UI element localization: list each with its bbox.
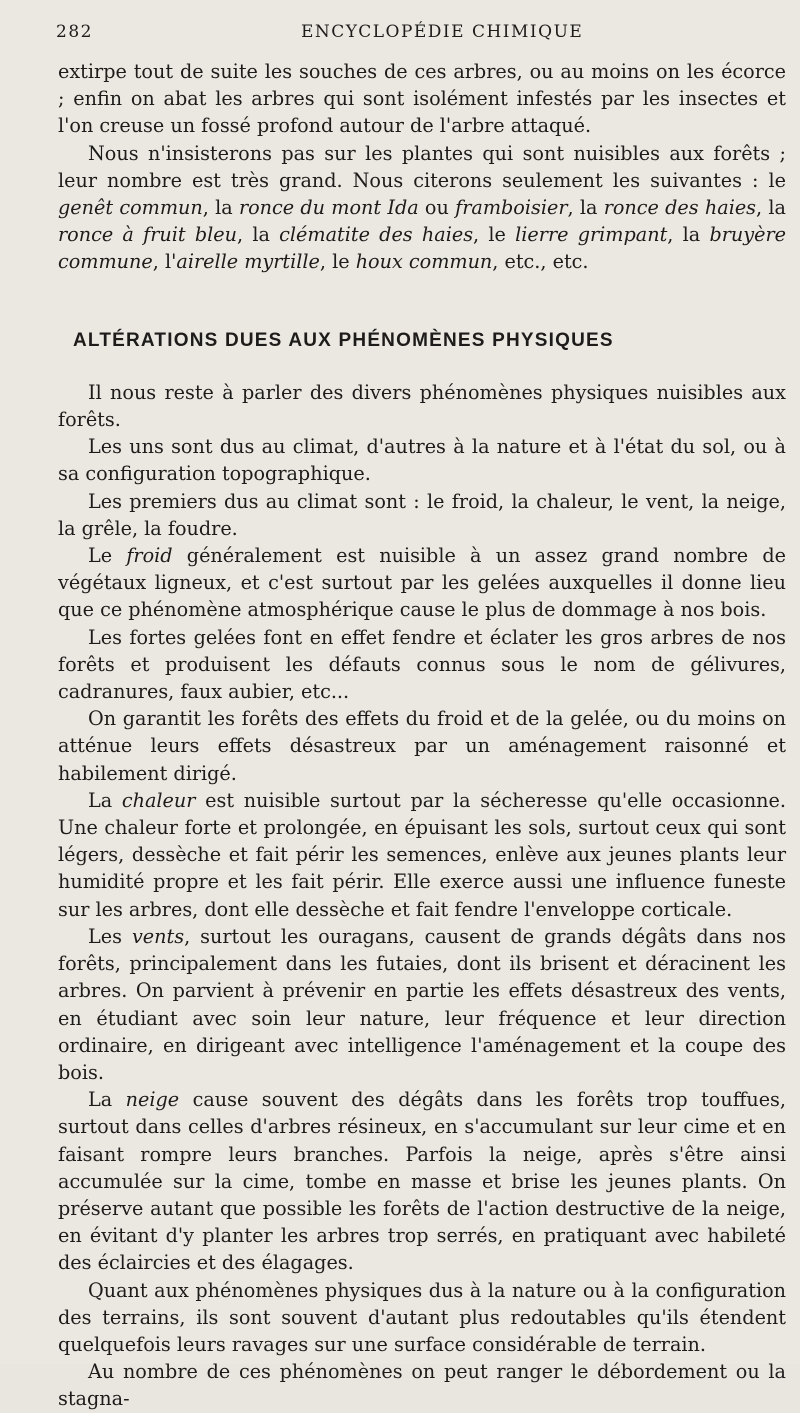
- text-run: Les premiers dus au climat sont : le froid, la chaleur, le vent, la neige, la grêle, la foudre.: [58, 489, 786, 540]
- italic-term: framboisier: [455, 196, 568, 220]
- text-run: , la: [202, 196, 239, 220]
- text-run: , la: [667, 223, 710, 247]
- text-run: , surtout les ouragans, causent de grands dégâts dans nos forêts, principalement dans les futaies, dont ils brisent et déracinent les arbres. On parvient à prévenir en partie les effets désastreux des vents, en étudiant avec soin leur nature, leur fréquence et leur direction ordinaire, en dirigeant avec intelligence l'aménagement et la coupe des bois.: [58, 924, 787, 1084]
- text-run: Il nous reste à parler des divers phénomènes physiques nuisibles aux forêts.: [58, 380, 786, 432]
- italic-term: ronce du mont Ida: [238, 196, 419, 220]
- text-run: , la: [567, 196, 604, 220]
- paragraph: [58, 1086, 786, 1276]
- text-run: Au nombre de ces phénomènes on peut ranger le débordement ou la stagna-: [58, 1360, 786, 1411]
- paragraph: [58, 1277, 786, 1359]
- paragraph: [58, 624, 786, 706]
- italic-term: airelle myrtille: [176, 250, 320, 274]
- text-run: , la: [236, 223, 280, 247]
- text-run: généralement est nuisible à un assez grand nombre de végétaux ligneux, et c'est surtout par les gelées auxquelles il donne lieu que ce phénomène atmosphérique cause le plus de dommage à nos bois.: [58, 544, 786, 622]
- text-run: , etc., etc.: [492, 250, 589, 274]
- text-run: Les: [88, 924, 132, 948]
- paragraph: [58, 140, 786, 276]
- paragraph: [58, 488, 786, 542]
- italic-term: ronce à fruit bleu: [58, 223, 237, 247]
- text-run: Les uns sont dus au climat, d'autres à la nature et à l'état du sol, ou à sa configuration topographique.: [58, 435, 786, 486]
- text-run: La: [88, 788, 122, 812]
- text-run: , le: [473, 223, 516, 247]
- italic-term: bruyère commune: [58, 223, 787, 274]
- italic-term: genêt commun: [58, 196, 203, 220]
- text-run: , la: [756, 196, 786, 220]
- text-run: , l': [152, 250, 177, 274]
- italic-term: ronce des haies: [603, 196, 757, 220]
- paragraph: [58, 787, 786, 923]
- paragraph: [58, 433, 786, 487]
- text-run: Nous n'insisterons pas sur les plantes qui sont nuisibles aux forêts ; leur nombre est très grand. Nous citerons seulement les suivantes : le: [58, 141, 786, 192]
- italic-term: neige: [125, 1088, 180, 1112]
- text-run: La: [88, 1088, 126, 1112]
- text-run: , le: [319, 250, 356, 274]
- paragraph: [58, 1358, 786, 1412]
- paragraph: [58, 58, 786, 140]
- body-text: [58, 58, 786, 1413]
- italic-term: chaleur: [121, 788, 196, 812]
- paragraph: [58, 542, 786, 624]
- italic-term: houx commun: [355, 250, 493, 274]
- text-run: cause souvent des dégâts dans les forêts trop touffues, surtout dans celles d'arbres résineux, en s'accumulant sur leur cime et en faisant rompre leurs branches. Parfois la neige, après s'être ainsi accumulée sur la cime, tombe en masse et brise les jeunes plants. On préserve autant que possible les forêts de l'action destructive de la neige, en évitant d'y planter les arbres trop serrés, en pratiquant avec habileté des éclaircies et des élagages.: [58, 1088, 786, 1275]
- paragraph: [58, 705, 786, 787]
- section-title: ALTÉRATIONS DUES AUX PHÉNOMÈNES PHYSIQUES: [73, 329, 614, 351]
- text-run: est nuisible surtout par la sécheresse qu'elle occasionne. Une chaleur forte et prolongée, en épuisant les sols, surtout ceux qui sont légers, dessèche et fait périr les semences, enlève aux jeunes plants leur humidité propre et les fait périr. Elle exerce aussi une influence funeste sur les arbres, dont elle dessèche et fait fendre l'enveloppe corticale.: [58, 788, 786, 921]
- paragraph: [58, 923, 786, 1086]
- italic-term: clématite des haies: [279, 223, 474, 247]
- text-run: Le: [88, 544, 127, 568]
- italic-term: froid: [126, 544, 173, 568]
- text-run: ou: [418, 196, 456, 220]
- text-run: On garantit les forêts des effets du froid et de la gelée, ou du moins on atténue leurs effets désastreux par un aménagement raisonné et habilement dirigé.: [58, 707, 786, 785]
- text-run: Les fortes gelées font en effet fendre et éclater les gros arbres de nos forêts et produisent les défauts connus sous le nom de gélivures, cadranures, faux aubier, etc...: [58, 625, 786, 704]
- running-title: ENCYCLOPÉDIE CHIMIQUE: [301, 22, 584, 42]
- paragraph: [58, 379, 786, 433]
- page-header: [56, 22, 756, 48]
- page-number: 282: [56, 22, 93, 42]
- italic-term: vents: [131, 924, 185, 948]
- text-run: extirpe tout de suite les souches de ces arbres, ou au moins on les écorce ; enfin on abat les arbres qui sont isolément infestés par les insectes et l'on creuse un fossé profond autour de l'arbre attaqué.: [58, 60, 786, 138]
- italic-term: lierre grimpant: [515, 223, 668, 247]
- text-run: Quant aux phénomènes physiques dus à la nature ou à la configuration des terrains, ils sont souvent d'autant plus redoutables qu'ils étendent quelquefois leurs ravages sur une surface considérable de terrain.: [58, 1278, 786, 1356]
